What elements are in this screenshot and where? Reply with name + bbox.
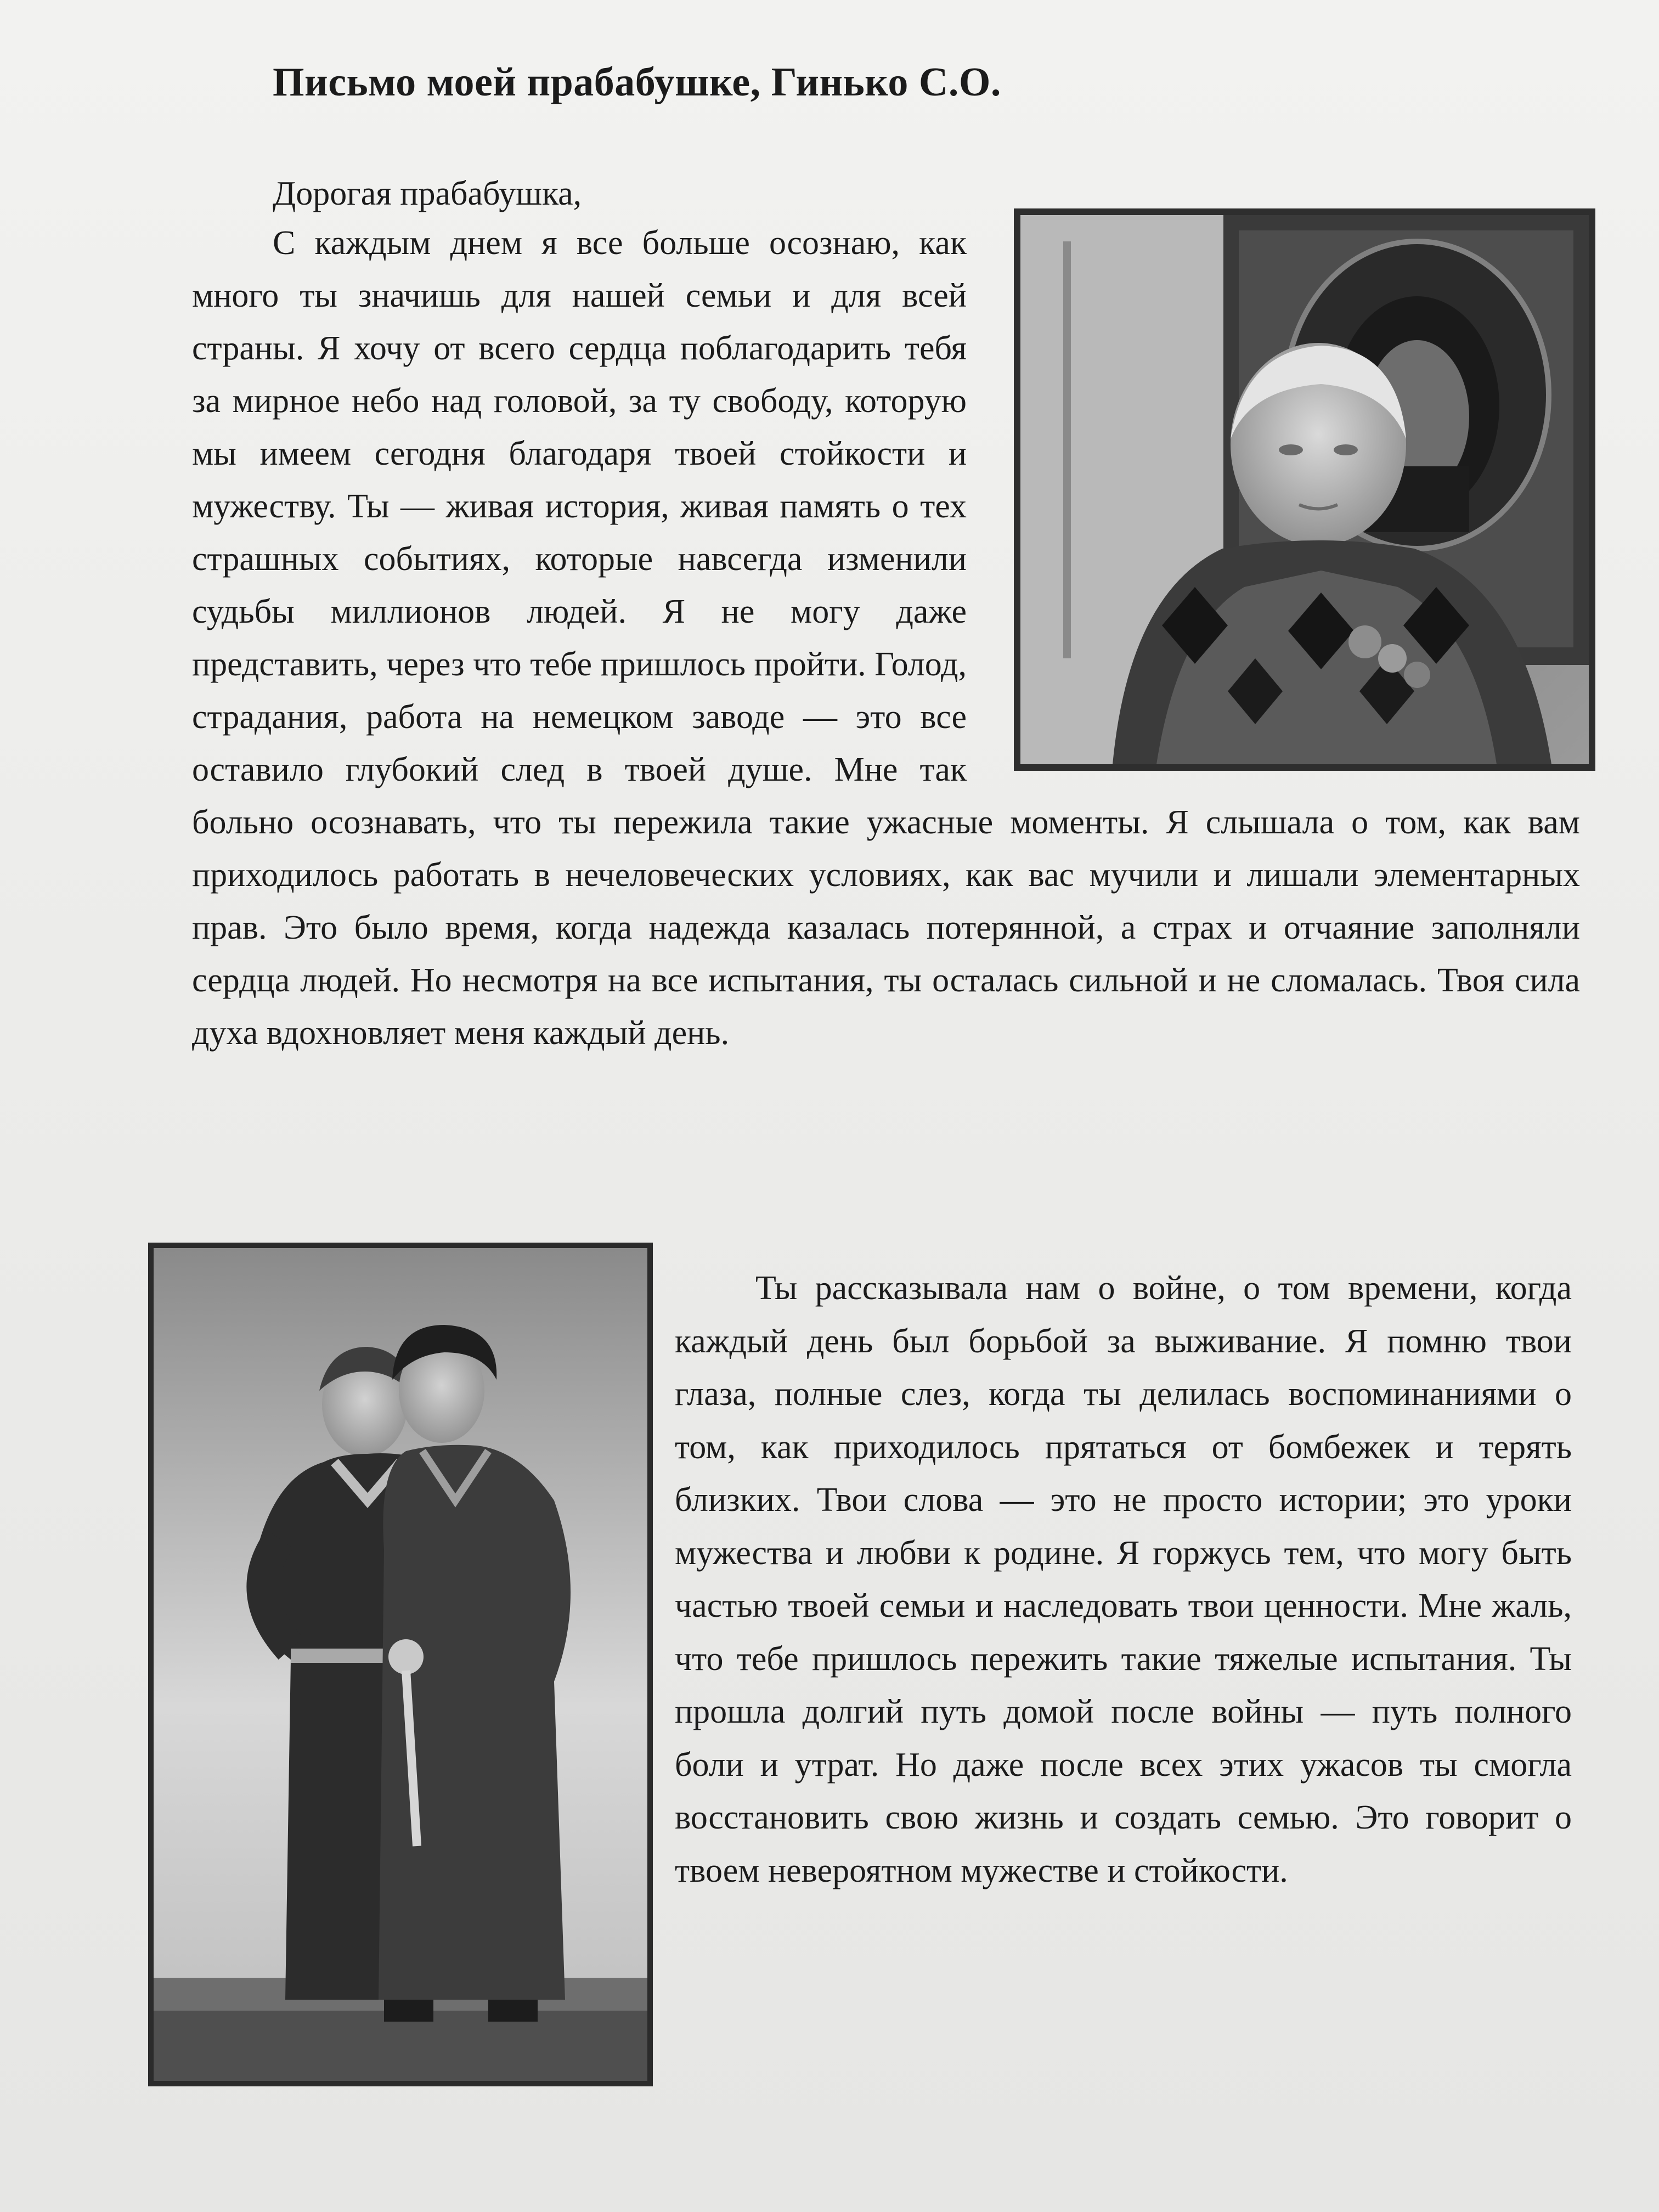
letter-title: Письмо моей прабабушке, Гинько С.О. bbox=[273, 60, 1001, 105]
paragraph-1-text: С каждым днем я все больше осознаю, как много ты значишь для нашей семьи и для всей страны. Я хочу от всего сердца поблагодарить тебя за мирное небо над головой, за ту свободу, которую мы имеем сегодня благодаря твоей стойкости и мужеству. Ты — живая история, живая память о тех страшных событиях, которые навсегда изменили судьбы миллионов людей. Я не могу даже представить, через что тебе пришлось пройти. Голод, страдания, работа на немецком заводе — это все оставило глубокий след в твоей душе. Мне так больно осознавать, что ты пережила такие ужасные моменты. Я слышала о том, как вам приходилось работать в нечеловеческих условиях, как вас мучили и лишали элементарных прав. Это было время, когда надежда казалась потерянной, а страх и отчаяние заполняли сердца людей. Но несмотря на все испытания, ты осталась сильной и не сломалась. Твоя сила духа вдохновляет меня каждый день. bbox=[192, 224, 1580, 1052]
paragraph-1 bbox=[192, 217, 1580, 1059]
photo-two-women bbox=[148, 1243, 653, 2086]
paragraph-2: Ты рассказывала нам о войне, о том времени, когда каждый день был борьбой за выживание. Я помню твои глаза, полные слез, когда ты делилась воспоминаниями о том, как приходилось прятаться от бомбежек и терять близких. Твои слова — это не просто истории; это уроки мужества и любви к родине. Я горжусь тем, что могу быть частью твоей семьи и наследовать твои ценности. Мне жаль, что тебе пришлось пережить такие тяжелые испытания. Ты прошла долгий путь домой после войны — путь полного боли и утрат. Но даже после всех этих ужасов ты смогла восстановить свою жизнь и создать семью. Это говорит о твоем невероятном мужестве и стойкости. bbox=[675, 1269, 1572, 1889]
photo-spacer bbox=[992, 217, 1580, 782]
letter-salutation: Дорогая прабабушка, bbox=[273, 175, 582, 212]
